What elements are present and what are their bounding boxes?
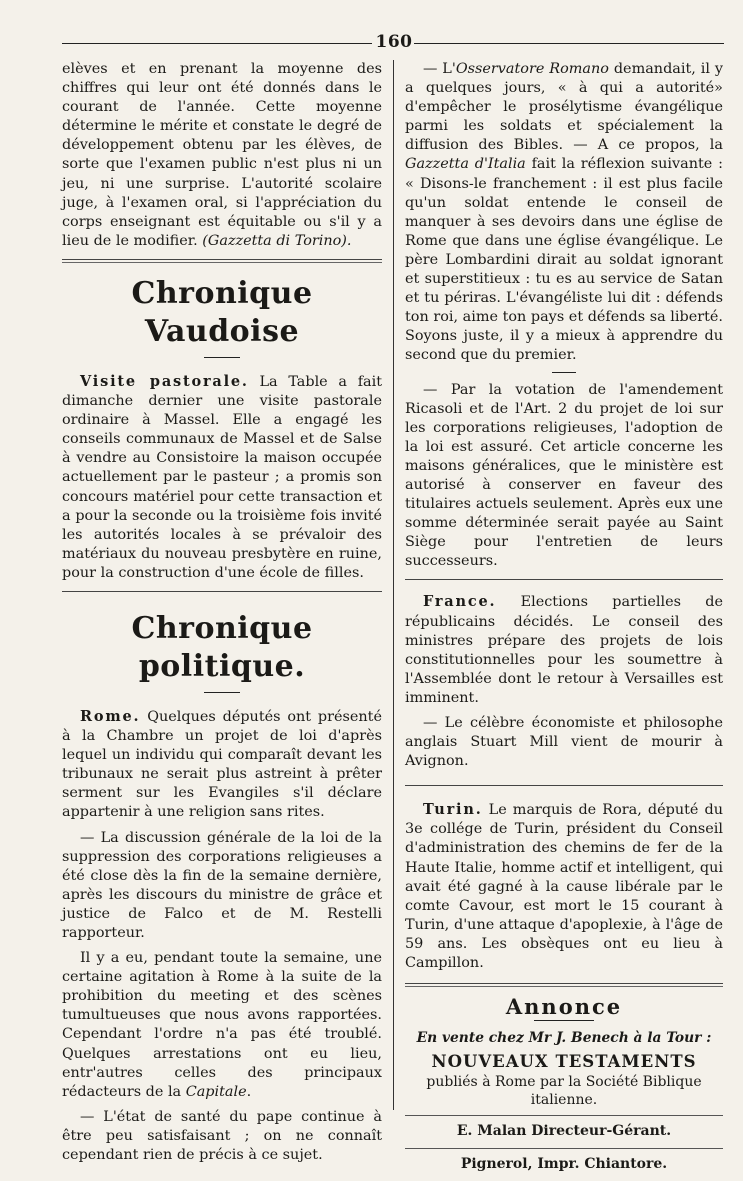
rome-text-3a: Il y a eu, pendant toute la semaine, une certaine agitation à Rome à la suite de la prohibition du meeting et des scènes tumultueuses que nous avons rapportées. Cependant l'ordre n'a pas été troublé. Quelques arrestations ont eu lieu, entr'autres celles des principaux rédacteurs de la: [62, 950, 382, 1100]
section-separator: [405, 986, 723, 987]
france-text: Elections partielles de républicains décidés. Le conseil des ministres prépare des projets de lois constitutionnelles pour les soumettre à l'Assemblée dont le retour à Versailles est imminent.: [405, 594, 723, 706]
osservatore-b: Osservatore Romano: [455, 61, 609, 77]
ricasoli-paragraph: — Par la votation de l'amendement Ricasoli et de l'Art. 2 du projet de loi sur les corporations religieuses, l'adoption de la loi est assuré. Cet article concerne les maisons généralices, que le ministère est autorisé à conserver en faveur des titulaires actuels seulement. Après eux une somme déterminée serait payée au Saint Siège pour l'entretien de leurs successeurs.: [405, 381, 723, 570]
annonce-dash: [534, 1020, 594, 1021]
continuation-source: (Gazzetta di Torino).: [202, 232, 352, 249]
nouveaux-testaments: NOUVEAUX TESTAMENTS: [431, 1052, 697, 1072]
rome-paragraph-4: — L'état de santé du pape continue à être peu satisfaisant ; on ne connaît cependant rien de précis à ce sujet.: [62, 1108, 382, 1164]
right-column: [405, 60, 723, 1178]
osservatore-a: — L': [423, 61, 456, 77]
turin-lead: Turin.: [423, 801, 483, 819]
paragraph-dash: [552, 372, 576, 373]
section-separator: [62, 259, 382, 260]
publies-line: publiés à Rome par la Société Biblique italienne.: [426, 1074, 702, 1109]
header-rule-left: [62, 43, 372, 44]
section-separator: [62, 591, 382, 592]
osservatore-c: demandait, il y a quelques jours, « à qui a autorité» d'empêcher le prosélytisme évangélique parmi les soldats et spécialement la diffusion des Bibles. — A ce propos, la: [405, 61, 723, 154]
section-title-vaudoise: Chronique Vaudoise: [131, 275, 313, 349]
section-title-politique: Chronique politique.: [131, 610, 313, 684]
footer-rule: [405, 1115, 723, 1116]
left-column: [62, 60, 382, 1171]
rome-lead: Rome.: [80, 707, 141, 725]
annonce-title: Annonce: [505, 994, 623, 1020]
section-separator: [405, 785, 723, 786]
france-lead: France.: [423, 593, 497, 611]
france-paragraph: [405, 592, 723, 708]
footer-rule: [405, 1148, 723, 1149]
imprimerie: Pignerol, Impr. Chiantore.: [460, 1155, 668, 1172]
rome-text-1: Quelques députés ont présenté à la Chambre un projet de loi d'après lequel un individu qui comparaît devant les tribunaux ne serait plus astreint à prêter serment sur les Evangiles s'il déclare appartenir à une religion sans rites.: [62, 708, 382, 821]
rome-text-3b: Capitale: [185, 1083, 247, 1100]
rome-paragraph-2: — La discussion générale de la loi de la suppression des corporations religieuses a été close dès la fin de la semaine dernière, après les discours du ministre de grâce et justice de Falco et de M. Restelli rapporteur.: [62, 829, 382, 941]
rome-paragraph-1: [62, 707, 382, 823]
visite-text: La Table a fait dimanche dernier une visite pastorale ordinaire à Massel. Elle a engagé les conseils communaux de Massel et de Salse à vendre au Consistoire la maison occupée actuellement par le pasteur ; a promis son concours matériel pour cette transaction et a pour la seconde ou la troisième fois invité les autorités locales à se prévaloir des matériaux du nouveau presbytère en ruine, pour la construction d'une école de filles.: [62, 373, 382, 581]
section-separator: [62, 262, 382, 263]
visite-paragraph: [62, 372, 382, 583]
page-number: 160: [375, 32, 413, 52]
osservatore-d: Gazzetta d'Italia: [405, 156, 526, 173]
osservatore-paragraph: [405, 60, 723, 366]
rome-text-3c: .: [246, 1083, 252, 1100]
visite-lead: Visite pastorale.: [80, 372, 249, 390]
title-dash: [204, 692, 240, 693]
mill-paragraph: — Le célèbre économiste et philosophe anglais Stuart Mill vient de mourir à Avignon.: [405, 715, 723, 770]
osservatore-e: fait la réflexion suivante : « Disons-le franchement : il est plus facile qu'un soldat entende le conseil de manquer à ses devoirs dans une église de Rome que dans une église évangélique. Le père Lombardini dirait au soldat ignorant et superstitieux : tu es au service de Satan et tu périras. L'évangéliste lui dit : défends ton roi, aime ton pays et défends sa liberté. Soyons juste, il y a mieux à apprendre du second que du premier.: [405, 156, 723, 364]
directeur-gerant: E. Malan Directeur-Gérant.: [456, 1123, 672, 1140]
turin-text: Le marquis de Rora, député du 3e collége de Turin, président du Conseil d'administration des chemins de fer de la Haute Italie, homme actif et intelligent, qui avait été gagné à la cause libérale par le comte Cavour, est mort le 15 courant à Turin, d'une attaque d'apoplexie, à l'âge de 59 ans. Les obsèques ont eu lieu à Campillon.: [405, 802, 723, 972]
rome-paragraph-3: [62, 949, 382, 1102]
section-separator: [405, 579, 723, 580]
continuation-text: elèves et en prenant la moyenne des chiffres qui leur ont été donnés dans le courant de l'année. Cette moyenne détermine le mérite et constate le degré de développement obtenu par les élèves, de sorte que l'examen public n'est plus ni un jeu, ni une surprise. L'autorité scolaire juge, à l'examen oral, si l'appréciation du corps enseignant est équitable ou s'il y a lieu de le modifier.: [62, 61, 382, 249]
title-dash: [204, 357, 240, 358]
column-divider: [393, 60, 394, 1110]
en-vente-line: En vente chez Mr J. Benech à la Tour :: [416, 1030, 712, 1047]
continuation-paragraph: [62, 60, 382, 251]
turin-paragraph: [405, 800, 723, 973]
page-header: [62, 32, 724, 54]
section-separator: [405, 983, 723, 984]
header-rule-right: [414, 43, 724, 44]
